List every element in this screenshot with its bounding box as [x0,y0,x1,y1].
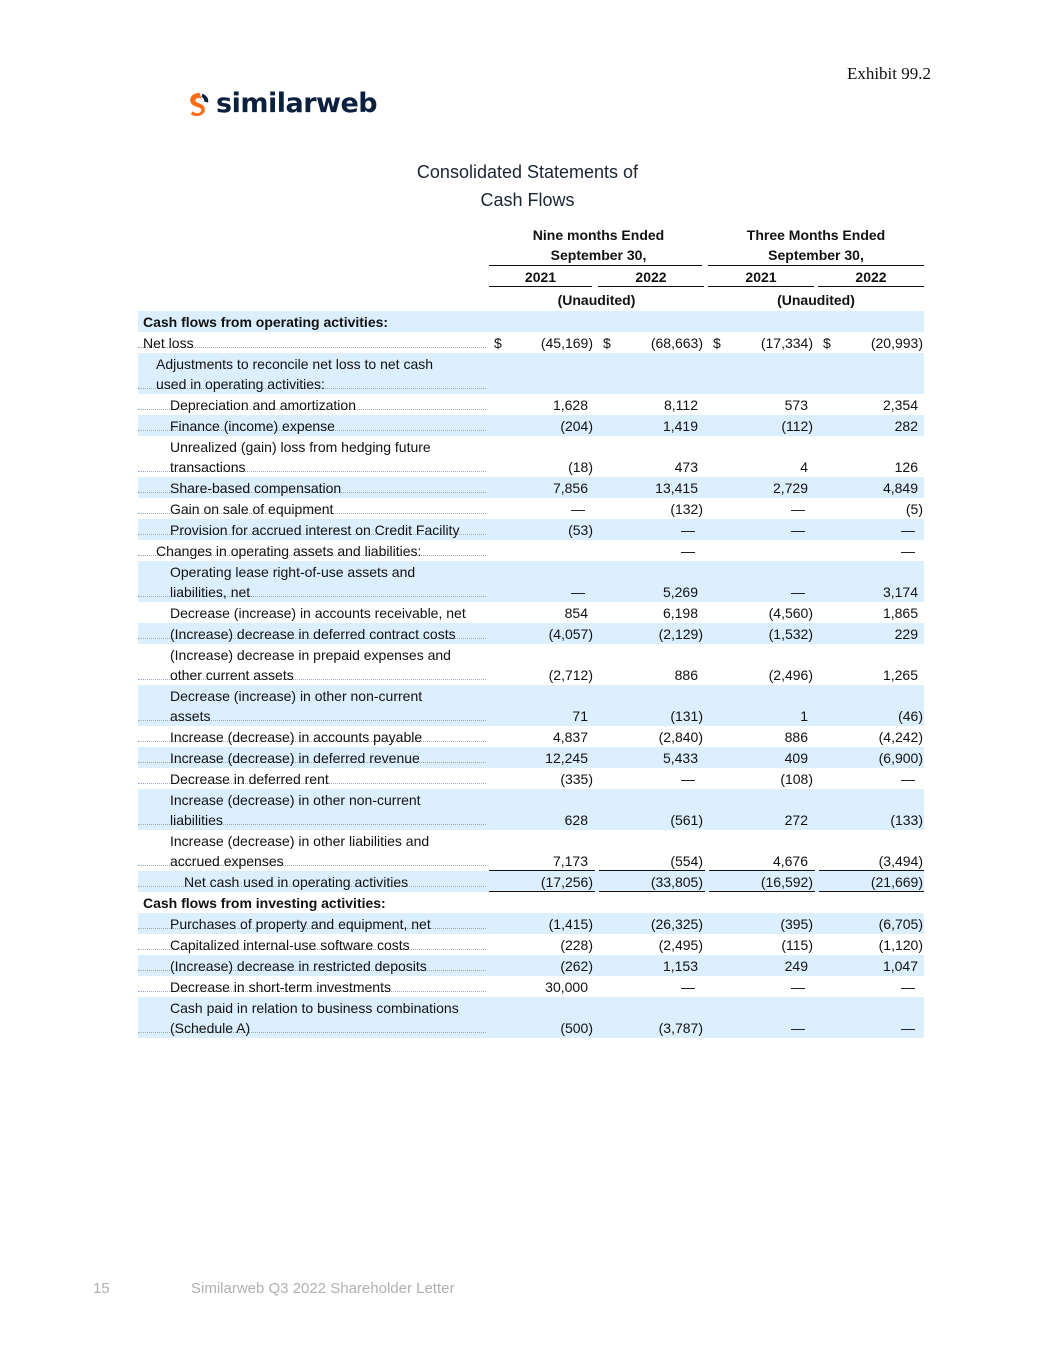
cell-value: 8,112 [664,397,698,413]
row-label [170,562,415,602]
table-row [138,415,924,436]
cell-value: (4,242) [878,729,923,745]
title-line-2: Cash Flows [480,190,575,210]
year-rule [598,286,704,287]
cell-value: (115) [781,937,813,953]
row-label [170,624,456,644]
cell-value: (561) [670,812,703,828]
col-year-2: 2022 [635,269,667,285]
table-row [138,955,924,976]
row-label-text-cont: (Schedule A) [170,1020,251,1036]
row-label-text: Share-based compensation [170,480,342,496]
year-rule [489,286,592,287]
cell-value: (3,494) [878,853,923,869]
similarweb-logo-icon [185,90,212,117]
cell-value: (6,705) [878,916,923,932]
row-label [170,478,341,498]
cell-value: — [571,584,585,600]
cell-value: (33,805) [650,874,703,890]
row-label-text: (Increase) decrease in restricted deposits [170,958,427,974]
row-label-text: Finance (income) expense [170,418,335,434]
row-label-text: Cash paid in relation to business combinations [170,1000,459,1016]
table-row [138,913,924,934]
cell-value: (17,256) [540,874,593,890]
row-label [170,603,466,623]
cell-value: 4,849 [882,480,918,496]
cell-value: (20,993) [870,335,923,351]
row-label-text: Capitalized internal-use software costs [170,937,410,953]
table-row [138,519,924,540]
table-row [138,561,924,602]
cell-value: (4,560) [768,605,813,621]
row-label [184,872,408,892]
dollar-sign: $ [823,335,831,351]
col-group1-audit: (Unaudited) [557,292,636,308]
header-rule [489,265,702,266]
row-label-text: Operating lease right-of-use assets and [170,564,416,580]
table-row [138,747,924,768]
row-label [170,437,431,477]
row-label-text-cont: used in operating activities: [156,376,325,392]
cell-value: (2,712) [548,667,593,683]
cell-value: 473 [674,459,698,475]
dollar-sign: $ [494,335,502,351]
row-label [143,312,388,332]
cell-value: 1,419 [662,418,698,434]
cash-flow-table [138,311,924,1038]
cell-value: 573 [784,397,808,413]
title-line-1: Consolidated Statements of [416,162,639,182]
table-row [138,644,924,685]
table-row [138,602,924,623]
cell-value: (16,592) [760,874,813,890]
col-group2-line2: September 30, [768,247,864,263]
cell-value: 1,047 [882,958,918,974]
table-row [138,997,924,1038]
cell-value: (3,787) [658,1020,703,1036]
cell-value: 5,269 [662,584,698,600]
row-label-text: Provision for accrued interest on Credit Facility [170,522,460,538]
row-label [170,790,421,830]
cell-value: 854 [564,605,588,621]
cell-value: 13,415 [655,480,698,496]
table-row [138,789,924,830]
row-label [170,769,329,789]
row-label [170,914,431,934]
cell-value: (2,129) [658,626,703,642]
row-label [170,520,459,540]
table-row [138,540,924,561]
row-label-text-cont: liabilities [170,812,223,828]
cell-value: — [681,979,695,995]
row-label-text-cont: liabilities, net [170,584,251,600]
row-label-text: Increase (decrease) in other liabilities and [170,833,430,849]
table-row [138,892,924,913]
cell-value: 30,000 [545,979,588,995]
cell-value: (26,325) [650,916,703,932]
table-row [138,830,924,871]
row-label [170,956,427,976]
cell-value: (46) [898,708,923,724]
row-label [170,935,410,955]
row-label-text: Cash flows from investing activities: [143,895,386,911]
cell-value: (395) [780,916,813,932]
row-label-text: Increase (decrease) in accounts payable [170,729,423,745]
row-label-text: Decrease (increase) in other non-current [170,688,423,704]
table-row [138,311,924,332]
cell-value: 282 [894,418,918,434]
table-row [138,436,924,477]
table-row [138,394,924,415]
table-row [138,976,924,997]
cell-value: — [571,501,585,517]
row-label [156,354,433,394]
cell-value: 1,265 [882,667,918,683]
table-row [138,477,924,498]
row-label [170,686,422,726]
row-label [170,831,429,871]
page-number: 15 [93,1280,110,1297]
dollar-sign: $ [713,335,721,351]
row-label-text: (Increase) decrease in prepaid expenses and [170,647,451,663]
cell-value: — [791,979,805,995]
cell-value: (1,532) [768,626,813,642]
cell-value: (108) [780,771,813,787]
cell-value: 1,865 [882,605,918,621]
row-label-text: Cash flows from operating activities: [143,314,389,330]
cell-value: (53) [568,522,593,538]
row-label [170,395,356,415]
cell-value: — [901,1020,915,1036]
exhibit-number: Exhibit 99.2 [846,64,931,83]
cell-value: 4,837 [552,729,588,745]
header-rule [708,265,924,266]
table-row [138,934,924,955]
cell-value: 12,245 [545,750,588,766]
row-label-text: Increase (decrease) in other non-current [170,792,421,808]
cell-value: (112) [781,418,813,434]
row-label-text-cont: assets [170,708,211,724]
brand-name: similarweb [216,88,378,119]
cell-value: 2,729 [772,480,808,496]
cell-value: (2,840) [658,729,703,745]
col-year-4: 2022 [855,269,887,285]
cell-value: 7,856 [552,480,588,496]
row-label [170,499,333,519]
cell-value: 886 [674,667,698,683]
cell-value: — [791,501,805,517]
table-row [138,726,924,747]
table-row [138,332,924,353]
cell-value: 4 [800,459,808,475]
row-label-text: Increase (decrease) in deferred revenue [170,750,420,766]
cell-value: (1,415) [548,916,593,932]
row-label-text: Decrease in short-term investments [170,979,391,995]
cell-value: — [901,771,915,787]
cell-value: 409 [784,750,808,766]
year-rule [708,286,814,287]
cell-value: (228) [560,937,593,953]
row-label [170,748,420,768]
cell-value: (6,900) [878,750,923,766]
row-label-text: Decrease in deferred rent [170,771,329,787]
cell-value: 1,153 [662,958,698,974]
cell-value: 249 [784,958,808,974]
cell-value: — [901,543,915,559]
cell-value: (1,120) [878,937,923,953]
cell-value: (2,496) [768,667,813,683]
row-label-text: Unrealized (gain) loss from hedging future [170,439,431,455]
table-row [138,498,924,519]
cell-value: (335) [560,771,593,787]
cell-value: 71 [572,708,588,724]
cell-value: — [681,771,695,787]
cell-value: (2,495) [658,937,703,953]
col-group2-audit: (Unaudited) [777,292,855,308]
cell-value: 1,628 [552,397,588,413]
row-label-text: (Increase) decrease in deferred contract costs [170,626,456,642]
cell-value: 628 [564,812,588,828]
cell-value: (45,169) [540,335,593,351]
cell-value: 126 [894,459,918,475]
cell-value: — [901,522,915,538]
cell-value: (204) [560,418,593,434]
cell-value: (131) [670,708,703,724]
cell-value: 272 [784,812,808,828]
cell-value: (4,057) [548,626,593,642]
row-label-text-cont: accrued expenses [170,853,284,869]
cell-value: (262) [560,958,593,974]
table-row [138,685,924,726]
row-label-text: Adjustments to reconcile net loss to net cash [156,356,434,372]
cell-value: (554) [670,853,703,869]
similarweb-logo [185,88,377,119]
table-row [138,871,924,892]
cell-value: 1 [800,708,808,724]
row-label-text: Net cash used in operating activities [184,874,409,890]
footer-text: Similarweb Q3 2022 Shareholder Letter [191,1280,455,1297]
col-year-3: 2021 [745,269,777,285]
cell-value: 7,173 [552,853,588,869]
col-group1-line1: Nine months Ended [532,227,665,243]
cell-value: (132) [670,501,703,517]
cell-value: 2,354 [882,397,918,413]
cell-value: — [681,543,695,559]
cell-value: (5) [905,501,923,517]
row-label-text: Changes in operating assets and liabilities: [156,543,422,559]
row-label-text-cont: transactions [170,459,246,475]
cell-value: 886 [784,729,808,745]
cell-value: (17,334) [760,335,813,351]
col-group2-line1: Three Months Ended [746,227,886,243]
cell-value: (18) [568,459,593,475]
cell-value: 5,433 [662,750,698,766]
cell-value: 229 [894,626,918,642]
row-label [156,541,421,561]
row-label [170,998,459,1038]
cell-value: — [901,979,915,995]
row-label-text: Purchases of property and equipment, net [170,916,431,932]
row-label-text: Decrease (increase) in accounts receivable, net [170,605,466,621]
page-title [380,158,675,214]
table-row [138,768,924,789]
dollar-sign: $ [603,335,611,351]
cell-value: (133) [890,812,923,828]
cell-value: 4,676 [772,853,808,869]
row-label [170,416,335,436]
cell-value: (500) [560,1020,593,1036]
row-label-text-cont: other current assets [170,667,294,683]
row-label [170,645,451,685]
cell-value: 6,198 [662,605,698,621]
cell-value: — [681,522,695,538]
row-label [143,333,194,353]
cell-value: — [791,584,805,600]
row-label [143,893,386,913]
cell-value: (68,663) [650,335,703,351]
col-group1-line2: September 30, [550,247,647,263]
cell-value: — [791,522,805,538]
year-rule [818,286,924,287]
row-label-text: Depreciation and amortization [170,397,356,413]
row-label-text: Net loss [143,335,194,351]
cell-value: — [791,1020,805,1036]
table-row [138,623,924,644]
row-label [170,727,422,747]
row-label-text: Gain on sale of equipment [170,501,334,517]
col-year-1: 2021 [524,269,557,285]
cell-value: (21,669) [870,874,923,890]
cell-value: 3,174 [882,584,918,600]
row-label [170,977,391,997]
table-row [138,353,924,394]
